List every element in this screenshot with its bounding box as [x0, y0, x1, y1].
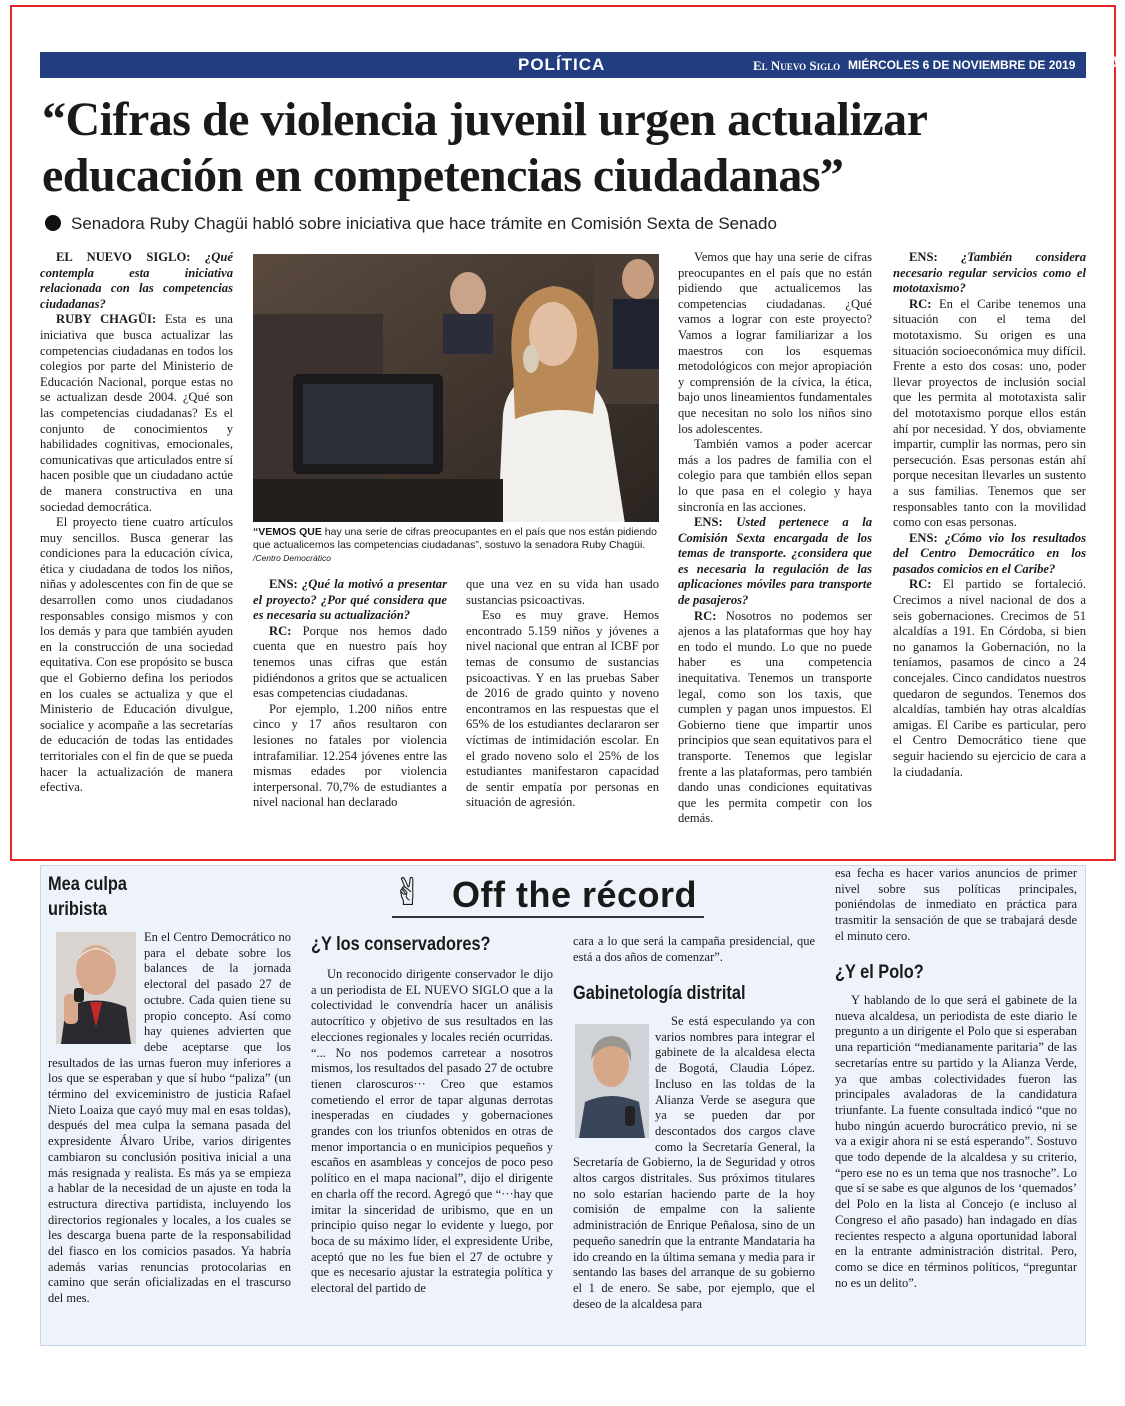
- article-subhead: [45, 214, 777, 234]
- paragraph: También vamos a poder acercar más a los padres de familia con el colegio para que también ellos sepan lo que pasa en el colegio y haya sincronía en las acciones.: [678, 437, 872, 514]
- conservadores-text-cont: [573, 934, 815, 965]
- off-the-record-title: [392, 870, 704, 918]
- caption-text: hay una serie de cifras preocupantes en el país que nos están pidiendo que actualicemos las competencias ciudadanas”, sostuvo la senadora Ruby Chagüi.: [253, 526, 657, 551]
- speaker: RC:: [269, 623, 292, 638]
- mea-culpa-heading: Mea culpa uribista: [48, 874, 128, 920]
- answer: El partido se fortaleció. Crecimos a nivel nacional de dos a seis gobernaciones. Crecimos de 51 alcaldías a 191. En Córdoba, si bien no ganamos la Gobernación, no la teníamos, pasamos de cinco a 24 concejales. Cinco candidatos nuestros quedaron de segundos. Tenemos dos alcaldías, también hay otras alcaldías amigas. El Caribe es particular, pero el Centro Democrático tiene que seguir haciendo su ejercicio de cara a la ciudadanía.: [893, 577, 1086, 779]
- paragraph: que una vez en su vida han usado sustancias psicoactivas.: [466, 577, 659, 607]
- question: Usted pertenece a la Comisión Sexta encargada de los temas de transporte. ¿considera que es necesaria la regulación de las aplicaciones móviles para transporte de pasajeros?: [678, 515, 872, 608]
- article-headline: “Cifras de violencia juvenil urgen actualizar educación en competencias ciudadanas”: [42, 93, 927, 202]
- speaker: RUBY CHAGÜI:: [56, 312, 157, 327]
- article-column-4: [678, 250, 872, 827]
- photo-wrap-spacer: [48, 930, 144, 1046]
- answer: Esta es una iniciativa que busca actualizar las competencias ciudadanas en todos los colegios por parte del Ministerio de Educación Nacional, porque estas no se actualizan desde 2004. ¿Qué son las competencias ciudadanas? Es el conjunto de conocimientos y habilidades cognitivas, emocionales, comunicativas que articulados entre sí hacen posible que un ciudadano actúe de manera constructiva en una sociedad democrática.: [40, 312, 233, 514]
- article-column-2: [253, 577, 447, 811]
- polo-heading: ¿Y el Polo?: [835, 962, 924, 983]
- answer: En el Caribe tenemos una situación con el tema del mototaxismo. Su origen es una situación socioeconómica muy difícil. Frente a esto dos cosas: uno, poder llevar proyectos de inclusión social que les permita al mototaxista salir del mototaxismo porque ellos están ahí por necesidad. Y dos, obviamente impartir, cumplir las normas, pero sin persecución. Esas personas están ahí porque necesitan llevarles un sustento a sus familias. Tenemos que ser responsables tanto con la movilidad como con esas personas.: [893, 296, 1086, 530]
- bullet-icon: [45, 215, 61, 231]
- speaker: RC:: [909, 577, 932, 592]
- subhead-text: Senadora Ruby Chagüi habló sobre iniciativa que hace trámite en Comisión Sexta de Senado: [71, 214, 777, 233]
- photo-credit: /Centro Democrático: [253, 553, 331, 563]
- question: ¿También considera necesario regular servicios como el mototaxismo?: [893, 250, 1086, 296]
- speaker: ENS:: [269, 577, 298, 591]
- masthead: El Nuevo Siglo: [753, 58, 841, 73]
- speaker: RC:: [694, 608, 717, 623]
- paragraph: Eso es muy grave. Hemos encontrado 5.159 niños y jóvenes a nivel nacional que entran al ICBF por temas de consumo de sustancias psicoactivas. Y en las pruebas Saber de 2016 de grado quinto y noveno encontramos en las respuestas que el 65% de los estudiantes declararon ser víctimas de intimidación escolar. En el grado noveno solo el 25% de los estudiantes manifestaron capacidad de sentir empatía por personas en situación de agresión.: [466, 608, 659, 810]
- speaker: ENS:: [909, 530, 938, 545]
- paragraph: En el Centro Democrático no para el debate sobre los balances de la jornada electoral del pasado 27 de octubre. Cada quien tiene su propio concepto. Así como hay quienes advierten que debe aceptarse que los resultados de las urnas fueron muy inferiores a los que se esperaban y que sí hubo “paliza” (un término del exviceministro de justicia Rafael Nieto Loaiza que cayó muy mal en esas toldas), después del mea culpa la semana pasada del expresidente Álvaro Uribe, varios dirigentes cambiaron su conclusión positiva inicial a una más resignada y realista. Es más ya se empieza a hablar de la necesidad de un ajuste en toda la estructura directiva partidista, incluyendo los directorios regionales y locales, a los cuales se les descarga buena parte de la responsabilidad del fiasco en los comicios pasados. Ya habría además varias renuncias protocolarias en camino que serán oficializadas en el trascurso del mes.: [48, 930, 291, 1306]
- paragraph: Vemos que hay una serie de cifras preocupantes en el país que no están pidiendo que actualicemos las competencias ciudadanas. ¿Qué vamos a lograr con este proyecto? Vamos a lograr familiarizar a los maestros con los esquemas metodológicos con mejor apropiación y comprensión de la cívica, la ética, bajo unos lineamientos fundamentales que necesitan no solo los niños sino los adolescentes.: [678, 250, 872, 436]
- section-title: Off the récord: [452, 874, 698, 915]
- section-label: POLÍTICA: [518, 55, 606, 74]
- paragraph: Se está especulando ya con varios nombres para integrar el gabinete de la alcaldesa electa de Bogotá, Claudia López. Incluso en las toldas de la Alianza Verde se asegura que ya se pueden dar por descontados dos cargos clave como la Secretaría General, la Secretaría de Gobierno, la de Seguridad y otros altos cargos distritales. Sus próximos titulares no solo estarían haciendo parte de la hoy comisión de empalme con la saliente administración de Enrique Peñalosa, sino de un pequeño sanedrín que la entrante Mandataria ha ido creando en la última semana y media para ir sentando las bases del arranque de su gobierno el 1 de enero. Se sabe, por ejemplo, que el deseo de la alcaldesa para: [573, 1014, 815, 1311]
- gabinetologia-heading: Gabinetología distrital: [573, 983, 746, 1004]
- paragraph: Por ejemplo, 1.200 niños entre cinco y 17 años resultaron con lesiones no fatales por violencia intrafamiliar. 12.254 jóvenes entre las mismas edades por violencia interpersonal. 70,7% de estudiantes a nivel nacional han declarado: [253, 701, 447, 810]
- article-column-1: [40, 250, 233, 796]
- caption-lead: “VEMOS QUE: [253, 526, 322, 538]
- conservadores-heading: ¿Y los conservadores?: [311, 934, 491, 955]
- mea-culpa-text: [48, 930, 291, 1307]
- gabinetologia-text-cont: [835, 866, 1077, 945]
- article-column-5: [893, 250, 1086, 780]
- paragraph: cara a lo que será la campaña presidencial, que está a dos años de comenzar”.: [573, 934, 815, 964]
- speaker: ENS:: [909, 250, 938, 264]
- paragraph: esa fecha es hacer varios anuncios de primer nivel sobre sus políticas principales, poniéndolas de inmediato en práctica para trasmitir la sensación de que se trabajará desde el minuto cero.: [835, 866, 1077, 943]
- gabinetologia-text: [573, 1014, 815, 1312]
- paragraph: Y hablando de lo que será el gabinete de la nueva alcaldesa, un periodista de este diario le pregunto a un dirigente el Polo que si esperaban una repartición “medianamente paritaria” de las secretarías entre su partido y la Alianza Verde, ya que ambas colectividades fueron las principales avaladoras de la candidatura triunfante. La fuente consultada indicó “que no hubo ningún acuerdo burocrático previo, ni se va a exigir ahora ni se está esperando”. Sostuvo que todo depende de la alcaldesa y su criterio, “pero ese no es un tema que nos trasnoche”. Lo que sí se sabe es que algunos de los ‘quemados’ del Polo en la lista al Concejo (e incluso al Congreso el año pasado) han indagado en días recientes respecto a alguna oportunidad laboral en la entrante administración distrital. Pero, como se dice en términos políticos, “preguntar no es un delito”.: [835, 993, 1077, 1290]
- article-column-3: [466, 577, 659, 811]
- page-number: 13A: [1086, 54, 1121, 75]
- question: ¿Qué contempla esta iniciativa relacionada con las competencias ciudadanas?: [40, 250, 233, 311]
- speaker: ENS:: [694, 515, 723, 530]
- photo-caption: [253, 526, 659, 565]
- speaker: EL NUEVO SIGLO:: [56, 250, 191, 264]
- polo-text: [835, 993, 1077, 1291]
- paragraph: El proyecto tiene cuatro artículos muy sencillos. Busca generar las condiciones para la educación cívica, ética y ciudadana de todos los niños, niñas y adolescentes con fin de que se desarrollen como unos ciudadanos responsables consigo mismos y con los demás y para que también ayuden en la construcción de una sociedad equitativa. Con ese propósito se busca que el Gobierno defina los periodos en los cuales se actualiza y que el Ministerio de Educación divulgue, socialice y acompañe a las secretarías de educación de todas las entidades territoriales con el fin de que se pueda hacer la actualización de manera efectiva.: [40, 515, 233, 795]
- paragraph: Un reconocido dirigente conservador le dijo a un periodista de EL NUEVO SIGLO que a la colectividad le convendría hacer un análisis autocrítico y objetivo de sus resultados en las elecciones regionales y locales recién ocurridas. “... No nos podemos carretear a nosotros mismos, los resultados del pasado 27 de octubre tienen claroscuros··· Creo que estamos cometiendo el error de tapar algunas derrotas inesperadas en ciudades y gobernaciones grandes con los triunfos obtenidos en otras de menor importancia o en municipios pequeños y escaños en asambleas y concejos de poco peso político en el mapa nacional”, dijo el dirigente en charla off the record. Agregó que “···hay que imitar la sinceridad de uribismo, que en un principio quiso negar lo evidente y luego, por boca de su máximo líder, el expresidente Uribe, aceptó que no les fue bien el 27 de octubre y que es necesario ajustar la estrategia política y electoral del partido de: [311, 967, 553, 1296]
- issue-date: MIÉRCOLES 6 DE NOVIEMBRE DE 2019: [848, 58, 1076, 72]
- photo-wrap-spacer: [573, 1014, 655, 1140]
- speaker: RC:: [909, 296, 932, 311]
- conservadores-text: [311, 967, 553, 1297]
- page-header-bar: [40, 52, 1121, 78]
- question: ¿Qué la motivó a presentar el proyecto? ¿Por qué considera que es necesaria su actualización?: [253, 577, 447, 623]
- question: ¿Cómo vio los resultados del Centro Democrático en los pasados comicios en el Caribe?: [893, 530, 1086, 576]
- answer: Porque nos hemos dado cuenta que en nuestro país hoy tenemos unas cifras que están pidiéndonos a gritos que se actualicen esas competencias ciudadanas.: [253, 623, 447, 701]
- senator-photo: [253, 254, 659, 522]
- peace-hand-icon: ✌: [392, 870, 424, 914]
- answer: Nosotros no podemos ser ajenos a las plataformas que hoy hay en todo el mundo. Lo que no puede haber es una competencia inequitativa. Tenemos un transporte legal, como son los taxis, que cumplen y pagan unos impuestos. El Gobierno tiene que impartir unos principios que sean equitativos para el transporte. Tenemos que legislar frente a las plataformas, pero también dando unas condiciones equitativas que les permita competir con los demás.: [678, 608, 872, 826]
